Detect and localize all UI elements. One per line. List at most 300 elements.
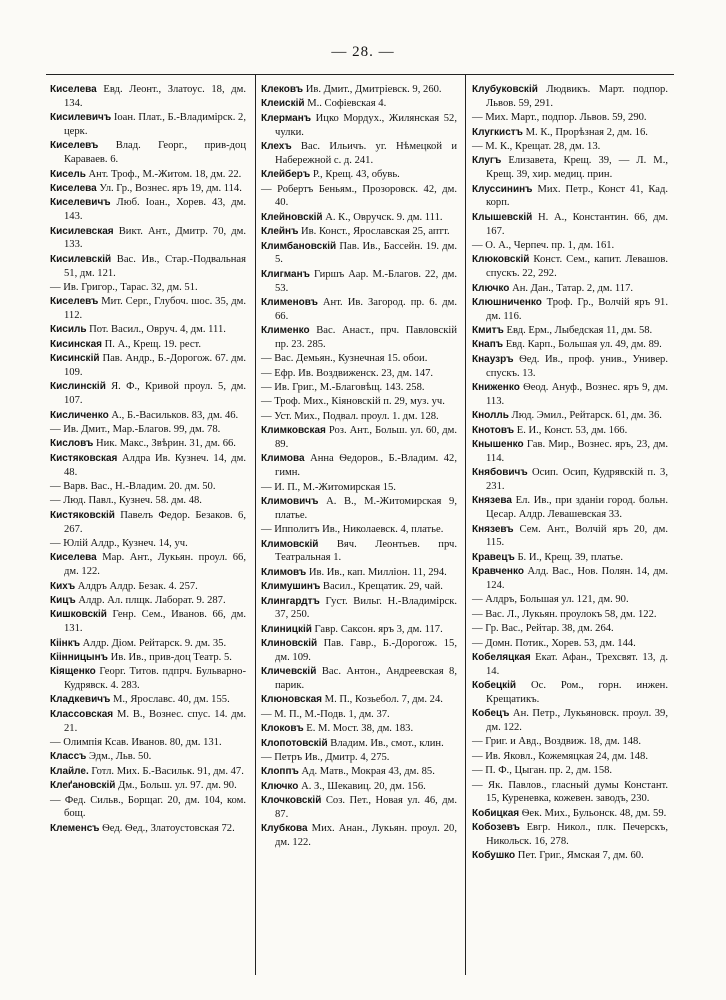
- entry-details: Евд. Карп., Большая ул. 49, дм. 89.: [505, 339, 662, 351]
- entry-surname: Кицъ: [50, 594, 76, 606]
- directory-entry: [50, 708, 246, 736]
- directory-entry: [50, 779, 246, 793]
- entry-details: Гав. Мир., Вознес. яръ, 23, дм. 114.: [486, 439, 668, 464]
- entry-details: Вас. Ив., Стар.-Подвальная 51, дм. 121.: [64, 253, 246, 279]
- entry-details: Е. М. Мост. 38, дм. 183.: [306, 723, 414, 735]
- entry-surname: Кисель: [50, 168, 86, 180]
- entry-surname: Климовскiй: [261, 538, 319, 550]
- directory-entry: [261, 225, 457, 239]
- entry-surname: Клюновская: [261, 694, 323, 706]
- directory-entry: [50, 253, 246, 281]
- directory-entry: [50, 822, 246, 836]
- entry-details: Алдра Ив. Кузнеч. 14, дм. 48.: [64, 452, 246, 478]
- entry-details: П. А., Крещ. 19. рест.: [104, 338, 202, 350]
- entry-details: Сем. Ант., Волчій яръ 20, дм. 115.: [486, 523, 668, 549]
- directory-entry: [472, 608, 668, 622]
- entry-details: Ник. Макс., Звѣрин. 31, дм. 66.: [96, 438, 236, 450]
- entry-details: Гавр. Саксон. яръ 3, дм. 117.: [314, 623, 443, 635]
- directory-entry: [50, 196, 246, 224]
- entry-surname: Кладкевичъ: [50, 694, 111, 706]
- entry-details: Екат. Афан., Трехсвят. 13, д. 14.: [486, 651, 669, 677]
- directory-entry: [261, 324, 457, 352]
- entry-details: М. К., Прорѣзная 2, дм. 16.: [525, 126, 648, 138]
- directory-entry: [472, 111, 668, 125]
- entry-details: Соз. Пет., Новая ул. 46, дм. 87.: [275, 795, 457, 821]
- entry-details: Вас. Анаст., прч. Павловскiй пр. 23. 285.: [275, 325, 457, 350]
- entry-surname: Клоковъ: [261, 723, 304, 735]
- directory-entry: [472, 211, 668, 239]
- column-divider: [255, 75, 256, 975]
- entry-details: — Ив. Яковл., Кожемяцкая 24, дм. 148.: [472, 750, 648, 762]
- column-divider: [465, 75, 466, 975]
- entry-surname: Киселевичъ: [50, 197, 111, 209]
- directory-entry: [261, 495, 457, 523]
- directory-entry: [50, 480, 246, 494]
- entry-surname: Кисинская: [50, 338, 102, 350]
- entry-surname: Климушинъ: [261, 581, 321, 593]
- entry-details: — Варв. Вас., Н.-Владим. 20. дм. 50.: [50, 481, 216, 492]
- entry-details: Конст. Сем., капит. Левашов. спускъ. 22, 292.: [486, 254, 668, 280]
- entry-details: — Вас. Л., Лукьян. проулокъ 58, дм. 122.: [472, 608, 657, 620]
- directory-entry: [50, 665, 246, 693]
- entry-details: Осип. Осип, Кудрявскiй п. 3, 231.: [486, 467, 668, 492]
- entry-details: Пот. Васил., Овруч. 4, дм. 111.: [89, 324, 226, 336]
- directory-entry: [50, 338, 246, 352]
- directory-entry: [472, 821, 668, 849]
- entry-surname: Киселева: [50, 84, 97, 95]
- directory-entry: [472, 424, 668, 438]
- entry-details: Алдр. Діом. Рейтарск. 9. дм. 35.: [82, 637, 227, 649]
- entry-details: — Юлій Алдр., Кузнеч. 14, уч.: [50, 537, 188, 549]
- entry-surname: Клиницкiй: [261, 623, 312, 635]
- entry-details: — Петръ Ив., Дмитр. 4, 275.: [261, 752, 390, 764]
- directory-entry: [50, 736, 246, 750]
- directory-entry: [472, 593, 668, 607]
- directory-entry: [472, 764, 668, 778]
- directory-entry: [50, 794, 246, 822]
- entry-surname: Клубуковскiй: [472, 84, 538, 95]
- entry-details: Дм., Больш. ул. 97. дм. 90.: [118, 780, 237, 792]
- directory-entry: [261, 481, 457, 495]
- directory-entry: [50, 580, 246, 594]
- entry-surname: Классъ: [50, 751, 87, 763]
- directory-entry: [261, 737, 457, 751]
- entry-surname: Клековъ: [261, 84, 304, 95]
- entry-details: Ад. Матв., Мокрая 43, дм. 85.: [301, 766, 435, 778]
- directory-entry: [472, 126, 668, 140]
- entry-surname: Кисилевскiй: [50, 253, 112, 265]
- entry-surname: Киселевъ: [50, 296, 99, 308]
- entry-details: Пав. Андр., Б.-Дорогож. 67. дм. 109.: [64, 353, 246, 379]
- directory-entry: [261, 240, 457, 268]
- directory-entry: [261, 580, 457, 594]
- directory-entry: [472, 707, 668, 735]
- entry-surname: Клехъ: [261, 140, 292, 152]
- directory-entry: [50, 765, 246, 779]
- entry-details: Густ. Вильг. Н.-Владимірск. 37, 250.: [275, 595, 457, 621]
- directory-entry: [50, 380, 246, 408]
- entry-details: Мих. Петр., Конст 41, Кад. корп.: [486, 183, 668, 209]
- directory-entry: [50, 494, 246, 508]
- entry-details: Троф. Гр., Волчій яръ 91. дм. 116.: [486, 296, 668, 322]
- directory-columns: [46, 74, 674, 975]
- entry-details: — Ефр. Ив. Воздвиженск. 23, дм. 147.: [261, 367, 434, 379]
- entry-surname: Клименко: [261, 325, 310, 337]
- directory-entry: [50, 651, 246, 665]
- entry-surname: Кистяковскiй: [50, 509, 115, 521]
- directory-entry: [261, 623, 457, 637]
- entry-surname: Клуссининъ: [472, 183, 533, 195]
- entry-details: Е. И., Конст. 53, дм. 166.: [516, 424, 628, 436]
- entry-surname: Ключко: [261, 780, 299, 792]
- entry-details: Ѳед. Ѳед., Златоустовская 72.: [102, 822, 235, 834]
- entry-details: Мит. Серг., Глубоч. шос. 35, дм. 112.: [64, 296, 246, 322]
- entry-details: Пет. Григ., Ямская 7, дм. 60.: [517, 850, 644, 862]
- directory-entry: [261, 268, 457, 296]
- entry-surname: Кмитъ: [472, 325, 504, 337]
- entry-surname: Кнаузръ: [472, 353, 514, 365]
- directory-entry: [261, 566, 457, 580]
- directory-entry: [472, 239, 668, 253]
- entry-surname: Кисинскiй: [50, 353, 100, 365]
- entry-details: Ант. Ив. Загород. пр. 6. дм. 66.: [275, 296, 457, 322]
- entry-surname: Клеменсъ: [50, 822, 100, 834]
- entry-surname: Кисличенко: [50, 409, 109, 421]
- entry-surname: Клерманъ: [261, 112, 312, 124]
- directory-entry: [472, 622, 668, 636]
- entry-details: Алд. Вас., Нов. Полян. 14, дм. 124.: [486, 566, 668, 591]
- entry-surname: Клейнъ: [261, 226, 299, 238]
- entry-surname: Клайле.: [50, 765, 89, 777]
- entry-details: Роз. Ант., Больш. ул. 60, дм. 89.: [275, 425, 457, 451]
- entry-surname: Клейновскiй: [261, 211, 323, 223]
- entry-details: Ѳек. Мих., Бульонск. 48, дм. 59.: [521, 807, 667, 819]
- directory-entry: [261, 183, 457, 211]
- entry-details: Евд. Леонт., Златоус. 18, дм. 134.: [64, 84, 246, 109]
- entry-details: А. К., Овручск. 9. дм. 111.: [325, 211, 443, 223]
- directory-entry: [472, 779, 668, 807]
- entry-details: Мих. Анан., Лукьян. проул. 20, дм. 122.: [275, 823, 458, 849]
- directory-entry: [50, 423, 246, 437]
- directory-entry: [261, 722, 457, 736]
- entry-surname: Кнолль: [472, 410, 509, 422]
- entry-surname: Кобушко: [472, 850, 516, 862]
- directory-entry: [50, 437, 246, 451]
- directory-entry: [472, 409, 668, 423]
- directory-entry: [472, 735, 668, 749]
- directory-entry: [261, 595, 457, 623]
- entry-surname: Клиновскiй: [261, 638, 318, 650]
- entry-surname: Клопотовскiй: [261, 737, 328, 749]
- directory-entry: [261, 780, 457, 794]
- entry-details: Васил., Крещатик. 29, чай.: [322, 581, 443, 593]
- entry-surname: Климовъ: [261, 566, 307, 578]
- entry-surname: Клименовъ: [261, 296, 318, 308]
- entry-surname: Кисилевичъ: [50, 112, 112, 124]
- entry-details: — Вас. Демьян., Кузнечная 15. обои.: [261, 353, 428, 365]
- entry-surname: Кравченко: [472, 566, 524, 578]
- directory-entry: [472, 140, 668, 154]
- entry-details: — Домн. Потик., Хорев. 53, дм. 144.: [472, 637, 636, 649]
- entry-details: — О. А., Черпеч. пр. 1, дм. 161.: [472, 239, 615, 251]
- entry-details: Ив. Дмит., Дмитріевск. 9, 260.: [305, 84, 442, 95]
- entry-details: Ел. Ив., при зданіи город. больн. Цесар. Алдр. Левашевская 33.: [486, 495, 668, 521]
- directory-entry: [261, 381, 457, 395]
- entry-surname: Клюшниченко: [472, 296, 542, 308]
- directory-entry: [50, 168, 246, 182]
- entry-surname: Климовичъ: [261, 495, 319, 507]
- directory-entry: [472, 381, 668, 409]
- directory-entry: [50, 281, 246, 295]
- directory-entry: [50, 551, 246, 579]
- directory-entry: [50, 452, 246, 480]
- entry-details: — М. К., Крещат. 28, дм. 13.: [472, 140, 601, 152]
- directory-entry: [50, 509, 246, 537]
- entry-details: Ив. Ив., кап. Милліон. 11, 294.: [308, 566, 447, 578]
- directory-entry: [472, 637, 668, 651]
- entry-surname: Клейберъ: [261, 169, 311, 181]
- entry-details: Люб. Іоан., Хорев. 43, дм. 143.: [64, 197, 246, 223]
- directory-entry: [472, 565, 668, 593]
- directory-entry: [261, 523, 457, 537]
- directory-entry: [50, 83, 246, 111]
- entry-details: Я. Ф., Кривой проул. 5, дм. 107.: [64, 381, 246, 407]
- directory-entry: [472, 282, 668, 296]
- entry-details: Ан. Петр., Лукьяновск. проул. 39, дм. 122.: [486, 708, 669, 734]
- directory-entry: [472, 183, 668, 211]
- directory-entry: [50, 409, 246, 423]
- entry-surname: Клочковскiй: [261, 795, 322, 807]
- directory-entry: [472, 679, 668, 707]
- entry-details: Алдръ Алдр. Безак. 4. 257.: [77, 580, 198, 592]
- directory-entry: [261, 794, 457, 822]
- entry-details: — Ипполитъ Ив., Николаевск. 4, платье.: [261, 524, 444, 536]
- entry-details: Людвикъ. Март. подпор. Львов. 59, 291.: [486, 84, 668, 109]
- entry-surname: Кобицкая: [472, 807, 520, 819]
- entry-details: — Троф. Мих., Кіяновскiй п. 29, муз. уч.: [261, 396, 445, 408]
- entry-details: — Фед. Сильв., Борщаг. 20, дм. 104, ком. бощ.: [50, 794, 246, 820]
- entry-details: Ос. Ром., горн. инжен. Крещатикъ.: [486, 680, 669, 705]
- entry-details: — Ив. Григор., Тарас. 32, дм. 51.: [50, 281, 198, 293]
- entry-surname: Кобозевъ: [472, 822, 520, 834]
- directory-entry: [472, 807, 668, 821]
- entry-surname: Кобецкiй: [472, 680, 517, 692]
- directory-entry: [50, 182, 246, 196]
- directory-entry: [261, 211, 457, 225]
- directory-entry: [472, 551, 668, 565]
- entry-surname: Климковская: [261, 425, 326, 437]
- entry-details: — И. П., М.-Житомирская 15.: [261, 481, 396, 493]
- entry-details: Павелъ Федор. Безаков. 6, 267.: [64, 509, 246, 535]
- entry-details: — Алдръ, Большая ул. 121, дм. 90.: [472, 594, 629, 606]
- entry-details: — П. Ф., Цыган. пр. 2, дм. 158.: [472, 765, 613, 777]
- entry-surname: Кравецъ: [472, 551, 515, 563]
- entry-details: Евгр. Никол., плк. Печерскъ, Никольск. 16, 278.: [486, 822, 668, 848]
- entry-details: Ицко Мордух., Жилянская 52, чулки.: [275, 112, 457, 138]
- entry-surname: Кислинскiй: [50, 381, 106, 393]
- entry-details: — Олимпія Ксав. Иванов. 80, дм. 131.: [50, 737, 222, 749]
- directory-entry: [261, 424, 457, 452]
- directory-entry: [261, 708, 457, 722]
- entry-details: Мар. Ант., Лукьян. проул. 66, дм. 122.: [64, 552, 246, 578]
- directory-entry: [50, 750, 246, 764]
- directory-entry: [261, 367, 457, 381]
- entry-details: — Григ. и Авд., Воздвиж. 18, дм. 148.: [472, 736, 642, 748]
- entry-details: — Гр. Вас., Рейтар. 38, дм. 264.: [472, 623, 614, 635]
- entry-surname: Классовская: [50, 708, 114, 720]
- entry-details: — Уст. Мих., Подвал. проул. 1. дм. 128.: [261, 410, 439, 422]
- entry-surname: Клубкова: [261, 823, 308, 835]
- entry-details: Ив. Ив., прив-доц Театр. 5.: [110, 651, 232, 663]
- entry-details: М. В., Вознес. спус. 14. дм. 21.: [64, 708, 246, 734]
- entry-details: Люд. Эмил., Рейтарск. 61, дм. 36.: [511, 410, 662, 422]
- directory-entry: [261, 637, 457, 665]
- entry-surname: Клюковскiй: [472, 254, 530, 266]
- entry-surname: Кихъ: [50, 580, 76, 592]
- directory-entry: [261, 822, 457, 850]
- entry-surname: Кисловъ: [50, 438, 94, 450]
- entry-details: М., Ярославс. 40, дм. 155.: [112, 694, 230, 706]
- directory-entry: [50, 352, 246, 380]
- entry-details: Пав. Ив., Бассейн. 19. дм. 5.: [275, 240, 457, 266]
- entry-details: М.. Софіевская 4.: [307, 98, 387, 110]
- entry-details: Р., Крещ. 43, обувь.: [312, 169, 400, 181]
- entry-surname: Клоппъ: [261, 766, 299, 778]
- entry-details: — Мих. Март., подпор. Львов. 59, 290.: [472, 112, 647, 124]
- entry-details: Эдм., Льв. 50.: [88, 751, 152, 763]
- directory-entry: [50, 608, 246, 636]
- column-middle: [261, 83, 457, 851]
- directory-entry: [472, 494, 668, 522]
- entry-details: Ѳеод. Ануф., Вознес. яръ 9, дм. 113.: [486, 382, 668, 407]
- entry-details: Ѳед. Ив., проф. унив., Универ. спускъ. 13.: [486, 353, 669, 379]
- entry-details: — М. П., М.-Подв. 1, дм. 37.: [261, 708, 390, 720]
- entry-surname: Клышевскiй: [472, 211, 533, 223]
- entry-details: Ан. Дан., Татар. 2, дм. 117.: [512, 282, 634, 294]
- entry-surname: Кисилевская: [50, 225, 114, 237]
- directory-entry: [261, 538, 457, 566]
- directory-entry: [261, 751, 457, 765]
- directory-entry: [50, 139, 246, 167]
- entry-details: Ив. Конст., Ярославская 25, аптт.: [301, 226, 450, 238]
- directory-entry: [261, 296, 457, 324]
- directory-entry: [50, 594, 246, 608]
- directory-entry: [261, 452, 457, 480]
- directory-entry: [472, 466, 668, 494]
- entry-surname: Кистяковская: [50, 452, 118, 464]
- column-right: [472, 83, 668, 864]
- entry-details: Владим. Ив., смот., клин.: [330, 737, 444, 749]
- entry-surname: Князевъ: [472, 523, 514, 535]
- directory-entry: [472, 750, 668, 764]
- entry-surname: Кисиль: [50, 324, 87, 336]
- entry-surname: Клеискiй: [261, 98, 305, 110]
- entry-surname: Клугкистъ: [472, 126, 523, 138]
- entry-surname: Княбовичъ: [472, 467, 528, 479]
- entry-details: Викт. Ант., Дмитр. 70, дм. 133.: [64, 225, 246, 251]
- directory-entry: [261, 352, 457, 366]
- entry-details: — Робертъ Беньям., Прозоровск. 42, дм. 40.: [261, 183, 457, 209]
- entry-details: — Ив. Григ., М.-Благовѣщ. 143. 258.: [261, 382, 425, 394]
- directory-entry: [50, 693, 246, 707]
- directory-entry: [472, 523, 668, 551]
- entry-surname: Клигманъ: [261, 268, 310, 280]
- directory-entry: [261, 395, 457, 409]
- directory-entry: [50, 537, 246, 551]
- entry-details: Алдр. Ал. плщк. Лаборат. 9. 287.: [78, 594, 226, 606]
- entry-surname: Кобеляцкая: [472, 651, 531, 663]
- directory-entry: [261, 693, 457, 707]
- entry-surname: Кобецъ: [472, 708, 510, 720]
- entry-details: Вас. Антон., Андреевская 8, парик.: [275, 666, 457, 692]
- entry-details: Елизавета, Крещ. 39, — Л. М., Крещ. 39, хир. медиц. прин.: [486, 155, 668, 181]
- entry-details: А. З., Шекавиц. 20, дм. 156.: [301, 780, 426, 792]
- directory-entry: [261, 83, 457, 97]
- directory-entry: [261, 410, 457, 424]
- directory-entry: [50, 111, 246, 139]
- entry-details: — Ив. Дмит., Мар.-Благов. 99, дм. 78.: [50, 424, 221, 436]
- entry-surname: Кіінницынъ: [50, 651, 108, 663]
- directory-entry: [50, 295, 246, 323]
- entry-surname: Князева: [472, 495, 512, 507]
- entry-details: Влад. Георг., прив-доц Караваев. 6.: [64, 140, 246, 166]
- entry-details: М. П., Козьебол. 7, дм. 24.: [324, 694, 443, 706]
- directory-entry: [261, 765, 457, 779]
- entry-surname: Кіінкъ: [50, 637, 80, 649]
- entry-details: Б. И., Крещ. 39, платье.: [517, 551, 624, 563]
- entry-details: Гиршъ Аар. М.-Благов. 22, дм. 53.: [275, 268, 457, 294]
- entry-surname: Клингардтъ: [261, 595, 320, 607]
- directory-entry: [472, 83, 668, 111]
- page-number: — 28. —: [331, 44, 395, 60]
- entry-details: — Люд. Павл., Кузнеч. 58. дм. 48.: [50, 495, 202, 507]
- entry-surname: Климбановскiй: [261, 240, 337, 252]
- directory-entry: [261, 97, 457, 111]
- entry-details: А., Б.-Васильков. 83, дм. 46.: [111, 409, 239, 421]
- entry-surname: Кіященко: [50, 666, 96, 678]
- column-left: [50, 83, 246, 836]
- entry-details: — Як. Павлов., гласный думы Констант. 15, Куреневка, кожевен. заводъ, 230.: [472, 779, 668, 805]
- directory-entry: [472, 296, 668, 324]
- entry-surname: Ключко: [472, 282, 510, 294]
- entry-surname: Киселева: [50, 182, 97, 194]
- directory-entry: [261, 112, 457, 140]
- directory-entry: [50, 225, 246, 253]
- entry-surname: Климова: [261, 453, 305, 465]
- directory-entry: [261, 140, 457, 168]
- entry-details: Готл. Мих. Б.-Васильк. 91, дм. 47.: [91, 765, 244, 777]
- entry-details: Ант. Троф., М.-Житом. 18, дм. 22.: [88, 168, 242, 180]
- entry-details: А. В., М.-Житомирская 9, платье.: [275, 495, 457, 521]
- entry-details: Н. А., Константин. 66, дм. 167.: [486, 211, 668, 237]
- directory-entry: [472, 154, 668, 182]
- entry-details: Генр. Сем., Иванов. 66, дм. 131.: [64, 609, 246, 635]
- directory-entry: [50, 637, 246, 651]
- entry-details: Вяч. Леонтьев. прч. Театральная 1.: [275, 538, 457, 564]
- entry-details: Пав. Гавр., Б.-Дорогож. 15, дм. 109.: [275, 638, 457, 663]
- directory-entry: [261, 168, 457, 182]
- entry-details: Вас. Ильичъ. уг. Нѣмецкой и Набережной с. д. 241.: [275, 140, 457, 166]
- entry-details: Евд. Ерм., Лыбедская 11, дм. 58.: [506, 325, 653, 337]
- entry-surname: Клеґановскiй: [50, 780, 116, 792]
- entry-details: Іоан. Плат., Б.-Владимірск. 2, церк.: [64, 112, 246, 137]
- directory-entry: [261, 665, 457, 693]
- entry-surname: Киселевъ: [50, 140, 99, 152]
- entry-surname: Клугъ: [472, 155, 502, 167]
- directory-entry: [472, 353, 668, 381]
- directory-entry: [50, 323, 246, 337]
- entry-surname: Кнышенко: [472, 439, 524, 451]
